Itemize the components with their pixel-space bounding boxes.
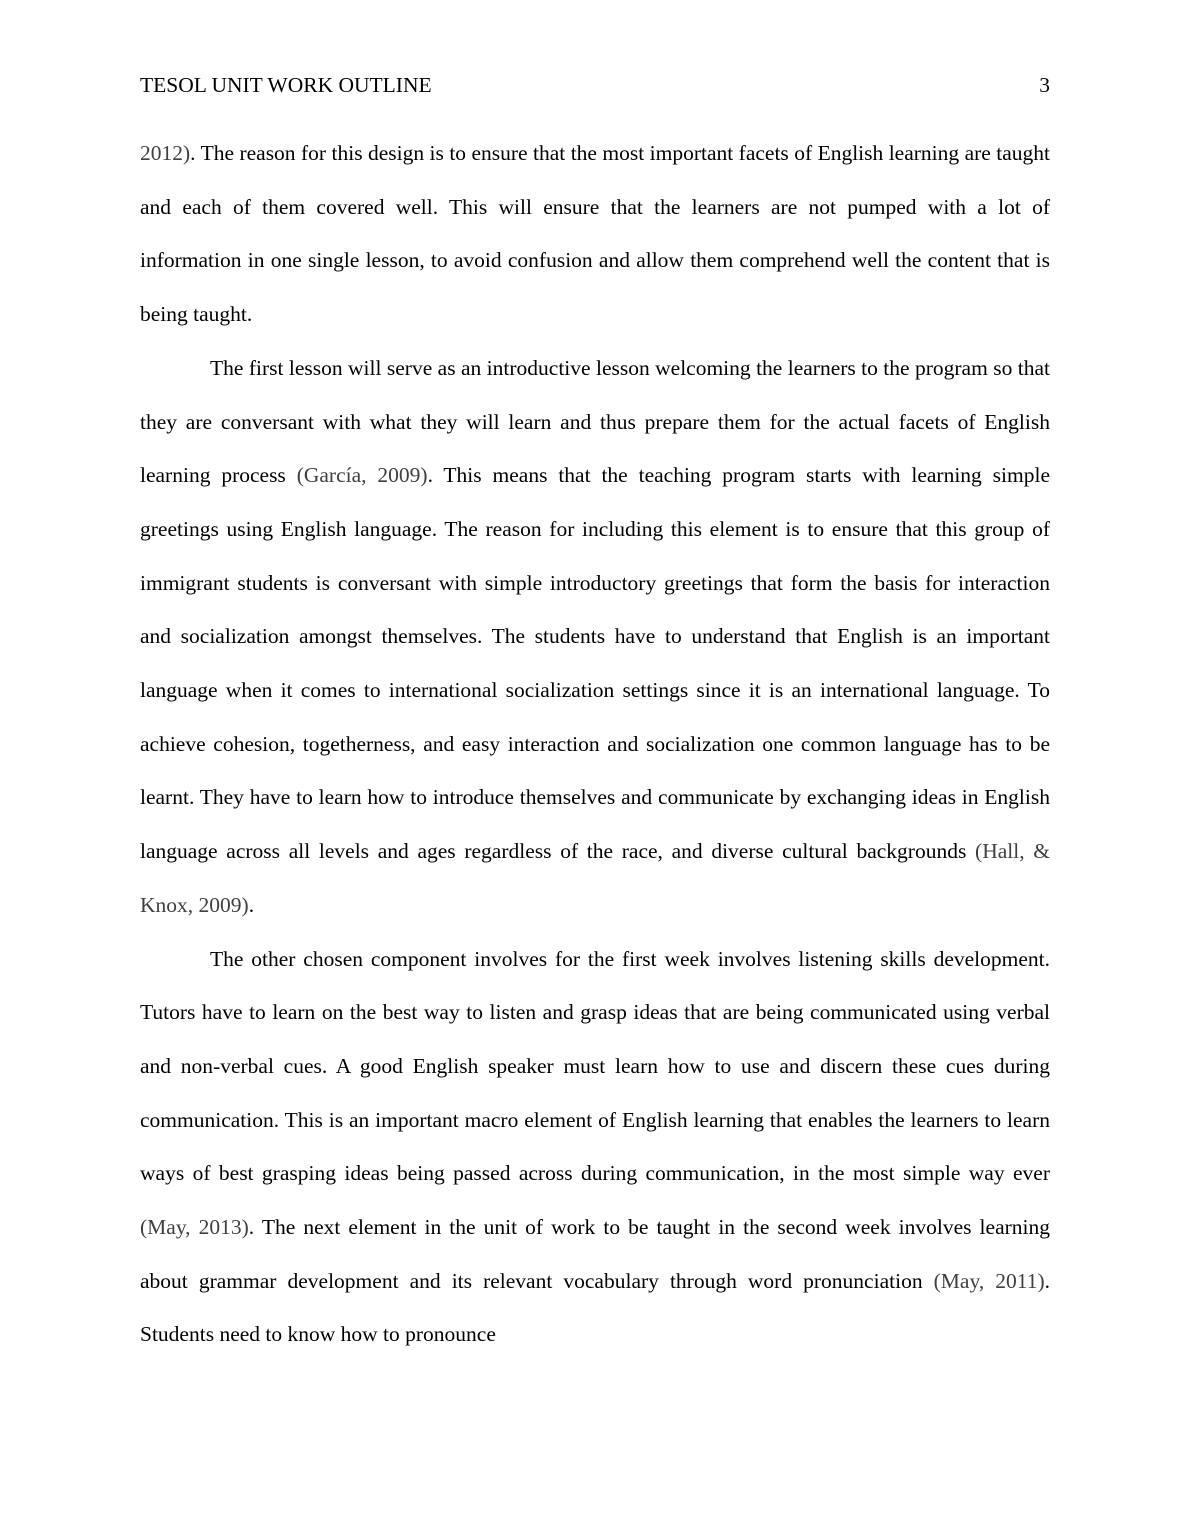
running-head [140, 70, 1050, 100]
citation: (García, 2009) [296, 463, 428, 488]
text-run: . The reason for this design is to ensure that the most important facets of English learning are taught and each of them covered well. This will ensure that the learners are not pumped with a lot of information in one single lesson, to avoid confusion and allow them comprehend well the content that is being taught. [140, 141, 1050, 327]
text-run: . This means that the teaching program starts with learning simple greetings using English language. The reason for including this element is to ensure that this group of immigrant students is conversant with simple introductory greetings that form the basis for interaction and socialization amongst themselves. The students have to understand that English is an important language when it comes to international socialization settings since it is an international language. To achieve cohesion, togetherness, and easy interaction and socialization one common language has to be learnt. They have to learn how to introduce themselves and communicate by exchanging ideas in English language across all levels and ages regardless of the race, and diverse cultural backgrounds [140, 463, 1051, 864]
citation: (May, 2011) [933, 1268, 1045, 1293]
text-run: . [248, 892, 255, 917]
text-run: . The next element in the unit of work to be taught in the second week involves learning about grammar development and its relevant vocabulary through word pronunciation [140, 1215, 1050, 1293]
citation: (Hall, & Knox, 2009) [140, 839, 1050, 917]
text-run: The other chosen component involves for the first week involves listening skills development. Tutors have to learn on the best way to listen and grasp ideas that are being communicated using verbal and non-verbal cues. A good English speaker must learn how to use and discern these cues during communication. This is an important macro element of English learning that enables the learners to learn ways of best grasping ideas being passed across during communication, in the most simple way ever [140, 946, 1050, 1186]
body-text [140, 127, 1050, 1362]
citation: (May, 2013) [140, 1215, 249, 1240]
paragraph-continued [140, 127, 1050, 342]
page-number: 3 [1039, 73, 1050, 97]
running-head-title: TESOL UNIT WORK OUTLINE [140, 73, 432, 97]
paragraph-listening-skills [140, 933, 1050, 1363]
text-run: The first lesson will serve as an introductive lesson welcoming the learners to the program so that they are conversant with what they will learn and thus prepare them for the actual facets of English learning process [140, 355, 1050, 488]
paragraph-first-lesson [140, 342, 1050, 933]
citation: 2012) [140, 141, 191, 165]
text-run: . Students need to know how to pronounce [140, 1268, 1050, 1347]
